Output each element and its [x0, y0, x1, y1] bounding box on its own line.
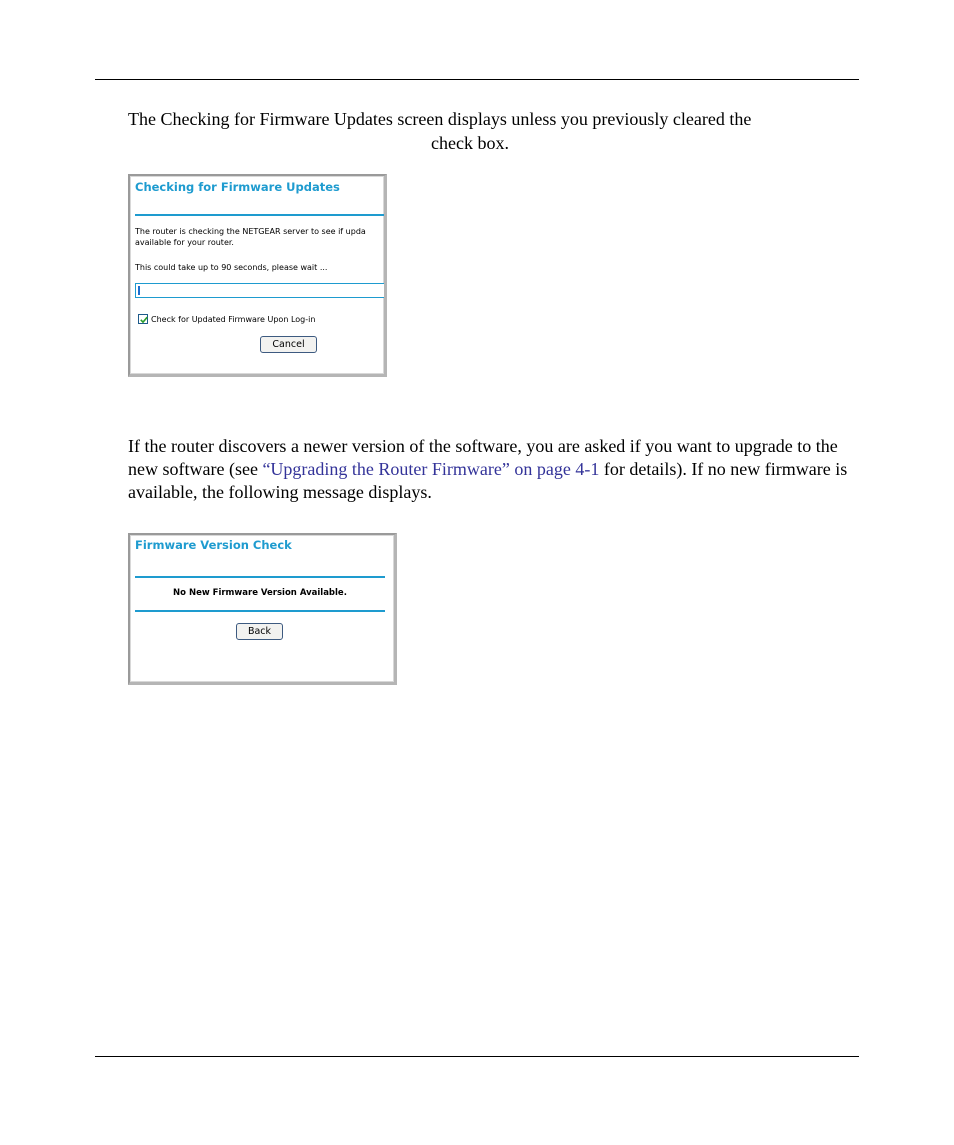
firmware-check-checkbox[interactable]: [138, 314, 148, 324]
checkbox-label: Check for Updated Firmware Upon Log-in: [151, 315, 316, 324]
intro-line-1: The Checking for Firmware Updates screen displays unless you previously cleared the: [128, 109, 752, 129]
body-paragraph: [128, 435, 863, 504]
firmware-version-check-screenshot: [128, 533, 397, 685]
progress-fill: [138, 286, 140, 295]
no-firmware-message: No New Firmware Version Available.: [173, 588, 347, 598]
body-text-after-link: for details). If no new firmware is available, the following message displays.: [128, 459, 848, 502]
wait-text: This could take up to 90 seconds, please wait ...: [135, 263, 328, 272]
footer-rule: [95, 1056, 859, 1057]
checking-dialog-title: Checking for Firmware Updates: [135, 180, 340, 194]
checking-message-line-2: available for your router.: [135, 238, 234, 247]
version-dialog-title: Firmware Version Check: [135, 538, 292, 552]
message-divider: [135, 610, 385, 612]
checking-message-line-1: The router is checking the NETGEAR server to see if upda: [135, 227, 366, 236]
header-rule: [95, 79, 859, 80]
title-divider: [135, 576, 385, 578]
checkmark-icon: [139, 315, 149, 325]
intro-paragraph: [128, 107, 818, 155]
upgrading-firmware-link[interactable]: “Upgrading the Router Firmware” on page 4-1: [262, 459, 600, 479]
progress-bar: [135, 283, 385, 298]
cancel-button[interactable]: Cancel: [260, 336, 317, 353]
title-divider: [135, 214, 387, 216]
body-text-before-link: If the router discovers a newer version of the software, you are asked if you want to upgrade to the new software (see: [128, 436, 838, 479]
checking-firmware-screenshot: [128, 174, 387, 377]
back-button[interactable]: Back: [236, 623, 283, 640]
intro-line-2: check box.: [431, 133, 509, 153]
